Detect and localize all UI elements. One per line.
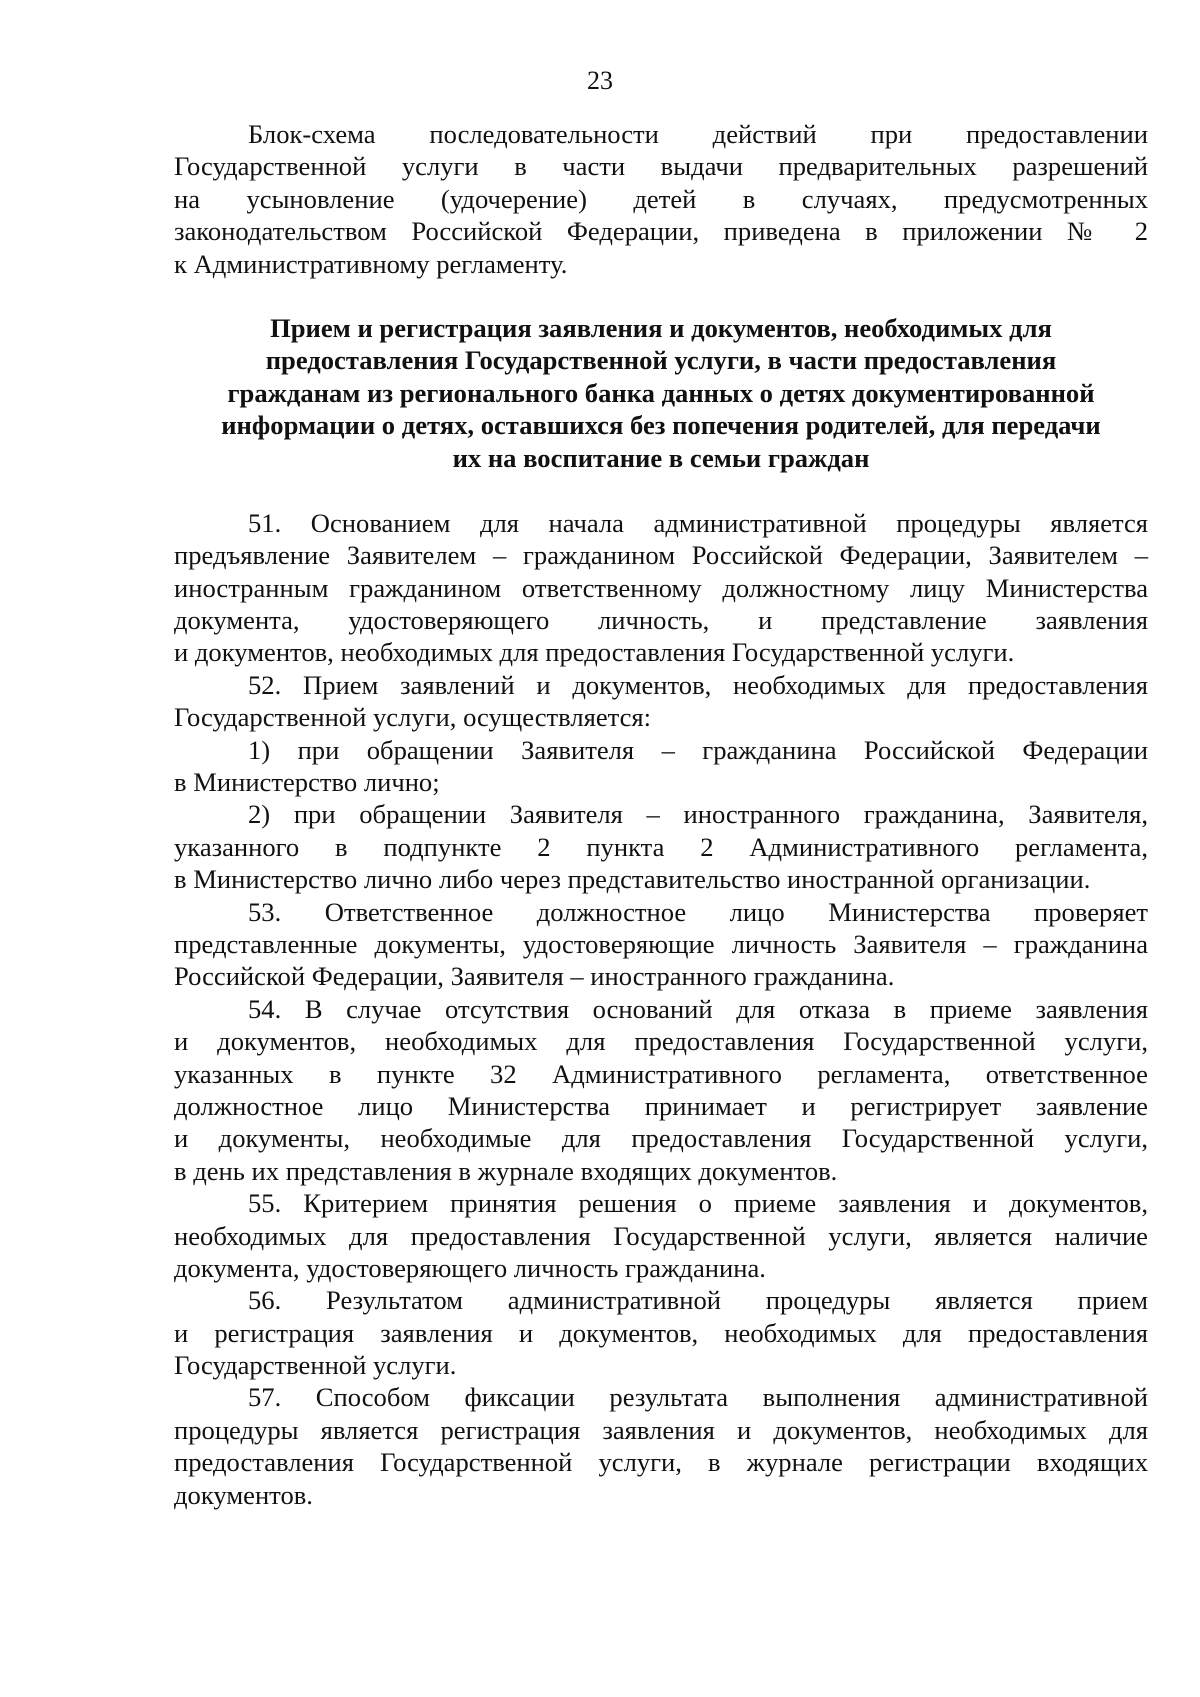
text-line: Государственной услуги. bbox=[174, 1350, 457, 1381]
section-heading bbox=[174, 280, 1148, 507]
text-line: документа, удостоверяющего личность, и представление заявления bbox=[174, 605, 1148, 636]
text-line: на усыновление (удочерение) детей в случаях, предусмотренных bbox=[174, 183, 1148, 214]
text-line: законодательством Российской Федерации, приведена в приложении № 2 bbox=[174, 216, 1148, 247]
heading-line: информации о детях, оставшихся без попечения родителей, для передачи bbox=[221, 410, 1101, 441]
text-line: 53. Ответственное должностное лицо Министерства проверяет bbox=[248, 896, 1148, 927]
intro-paragraph bbox=[174, 118, 1148, 280]
text-line: необходимых для предоставления Государственной услуги, является наличие bbox=[174, 1220, 1148, 1251]
text-line: 55. Критерием принятия решения о приеме заявления и документов, bbox=[248, 1188, 1148, 1219]
heading-line: предоставления Государственной услуги, в части предоставления bbox=[265, 345, 1057, 376]
text-line: 56. Результатом административной процедуры является прием bbox=[248, 1285, 1148, 1316]
text-line: Государственной услуги, осуществляется: bbox=[174, 702, 652, 733]
text-line: в Министерство лично либо через представительство иностранной организации. bbox=[174, 864, 1091, 895]
text-line: предоставления Государственной услуги, в журнале регистрации входящих bbox=[174, 1447, 1148, 1478]
paragraph-57 bbox=[174, 1381, 1148, 1511]
paragraph-51 bbox=[174, 507, 1148, 669]
text-line: процедуры является регистрация заявления и документов, необходимых для bbox=[174, 1414, 1148, 1445]
paragraph-55 bbox=[174, 1187, 1148, 1284]
heading-line: их на воспитание в семьи граждан bbox=[452, 442, 870, 473]
text-line: должностное лицо Министерства принимает и регистрирует заявление bbox=[174, 1090, 1148, 1121]
paragraph-52 bbox=[174, 669, 1148, 734]
text-line: документов. bbox=[174, 1479, 313, 1510]
heading-line: Прием и регистрация заявления и документов, необходимых для bbox=[270, 312, 1052, 343]
text-line: документа, удостоверяющего личность гражданина. bbox=[174, 1252, 766, 1283]
text-line: иностранным гражданином ответственному должностному лицу Министерства bbox=[174, 572, 1148, 603]
document-body bbox=[174, 118, 1148, 1511]
text-line: и документов, необходимых для предоставления Государственной услуги. bbox=[174, 637, 1015, 668]
text-line: и регистрация заявления и документов, необходимых для предоставления bbox=[174, 1317, 1148, 1348]
text-line: Российской Федерации, Заявителя – иностранного гражданина. bbox=[174, 961, 895, 992]
text-line: представленные документы, удостоверяющие личность Заявителя – гражданина bbox=[174, 928, 1148, 959]
text-line: предъявление Заявителем – гражданином Российской Федерации, Заявителем – bbox=[174, 540, 1148, 571]
page-number: 23 bbox=[587, 66, 613, 95]
text-line: и документов, необходимых для предоставления Государственной услуги, bbox=[174, 1026, 1148, 1057]
paragraph-56 bbox=[174, 1284, 1148, 1381]
text-line: к Административному регламенту. bbox=[174, 248, 568, 279]
text-line: Государственной услуги в части выдачи предварительных разрешений bbox=[174, 151, 1148, 182]
text-line: 57. Способом фиксации результата выполнения административной bbox=[248, 1382, 1148, 1413]
text-line: в день их представления в журнале входящих документов. bbox=[174, 1155, 838, 1186]
text-line: 54. В случае отсутствия оснований для отказа в приеме заявления bbox=[248, 993, 1148, 1024]
paragraph-54 bbox=[174, 993, 1148, 1187]
text-line: 1) при обращении Заявителя – гражданина Российской Федерации bbox=[248, 734, 1148, 765]
text-line: указанного в подпункте 2 пункта 2 Административного регламента, bbox=[174, 831, 1148, 862]
paragraph-53 bbox=[174, 896, 1148, 993]
text-line: 52. Прием заявлений и документов, необходимых для предоставления bbox=[248, 669, 1148, 700]
text-line: указанных в пункте 32 Административного регламента, ответственное bbox=[174, 1058, 1148, 1089]
text-line: 51. Основанием для начала административной процедуры является bbox=[248, 507, 1148, 538]
list-item-1 bbox=[174, 734, 1148, 799]
text-line: в Министерство лично; bbox=[174, 767, 440, 798]
text-line: и документы, необходимые для предоставления Государственной услуги, bbox=[174, 1123, 1148, 1154]
text-line: 2) при обращении Заявителя – иностранного гражданина, Заявителя, bbox=[248, 799, 1148, 830]
text-line: Блок-схема последовательности действий при предоставлении bbox=[248, 119, 1148, 149]
list-item-2 bbox=[174, 798, 1148, 895]
heading-line: гражданам из регионального банка данных о детях документированной bbox=[227, 377, 1095, 408]
